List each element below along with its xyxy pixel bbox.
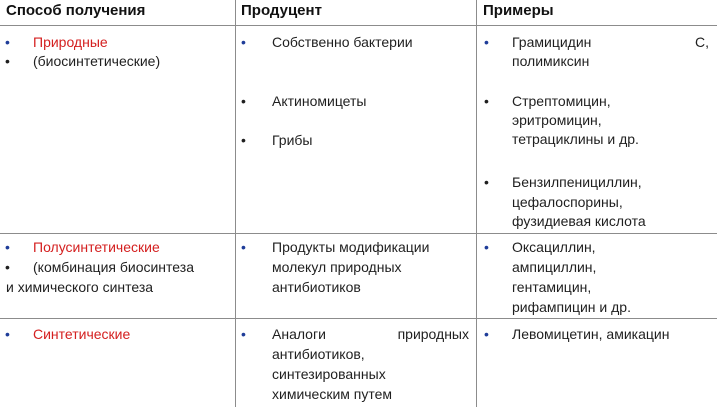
example-gentamicin: гентамицин, — [512, 279, 592, 295]
example-ampicillin: ампициллин, — [512, 259, 597, 275]
example-oxacillin: Оксациллин, — [512, 239, 596, 255]
example-gramicidin: Грамицидин — [512, 34, 592, 50]
example-fusidic-acid: фузидиевая кислота — [512, 213, 646, 229]
example-levomycetin: Левомицетин, амикацин — [512, 326, 670, 342]
bullet-icon: • — [484, 326, 489, 342]
grid-line — [0, 233, 717, 234]
producer-chemical: химическим путем — [272, 386, 393, 402]
example-rifampicin: рифампицин и др. — [512, 299, 631, 315]
method-note-semisynthetic-2: и химического синтеза — [6, 279, 154, 295]
method-name-natural: Природные — [33, 34, 108, 50]
producer-bacteria: Собственно бактерии — [272, 34, 413, 50]
producer-antibiotics: антибиотиков, — [272, 346, 365, 362]
producer-modification-2: молекул природных — [272, 259, 402, 275]
bullet-icon: • — [241, 34, 246, 50]
bullet-icon: • — [5, 259, 10, 275]
bullet-icon: • — [5, 53, 10, 69]
method-note-semisynthetic-1: (комбинация биосинтеза — [33, 259, 194, 275]
method-name-synthetic: Синтетические — [33, 326, 131, 342]
bullet-icon: • — [241, 93, 246, 109]
example-benzylpenicillin: Бензилпенициллин, — [512, 174, 642, 190]
grid-line — [235, 0, 236, 407]
producer-analogs: Аналоги — [272, 326, 326, 342]
producer-synthesized: синтезированных — [272, 366, 386, 382]
example-erythromycin: эритромицин, — [512, 112, 602, 128]
bullet-icon: • — [241, 132, 246, 148]
header-examples: Примеры — [483, 2, 554, 19]
bullet-icon: • — [484, 174, 489, 190]
bullet-icon: • — [484, 239, 489, 255]
bullet-icon: • — [484, 93, 489, 109]
producer-actinomycetes: Актиномицеты — [272, 93, 367, 109]
producer-modification-3: антибиотиков — [272, 279, 361, 295]
producer-fungi: Грибы — [272, 132, 313, 148]
bullet-icon: • — [5, 239, 10, 255]
producer-natural-word: природных — [397, 326, 469, 342]
bullet-icon: • — [241, 239, 246, 255]
example-streptomycin: Стрептомицин, — [512, 93, 611, 109]
method-note-natural: (биосинтетические) — [33, 53, 161, 69]
example-tetracyclines: тетрациклины и др. — [512, 131, 639, 147]
example-gramicidin-c: С, — [695, 34, 709, 50]
producer-modification-1: Продукты модификации — [272, 239, 430, 255]
producer-analogs-line — [272, 324, 469, 344]
bullet-icon: • — [484, 34, 489, 50]
bullet-icon: • — [5, 326, 10, 342]
example-gramicidin-line — [512, 32, 709, 52]
header-method: Способ получения — [6, 2, 146, 19]
header-producer: Продуцент — [241, 2, 322, 19]
grid-line — [0, 25, 717, 26]
bullet-icon: • — [241, 326, 246, 342]
grid-line — [476, 0, 477, 407]
method-name-semisynthetic: Полусинтетические — [33, 239, 160, 255]
bullet-icon: • — [5, 34, 10, 50]
example-polymyxin: полимиксин — [512, 53, 590, 69]
grid-line — [0, 318, 717, 319]
example-cephalosporins: цефалоспорины, — [512, 194, 623, 210]
